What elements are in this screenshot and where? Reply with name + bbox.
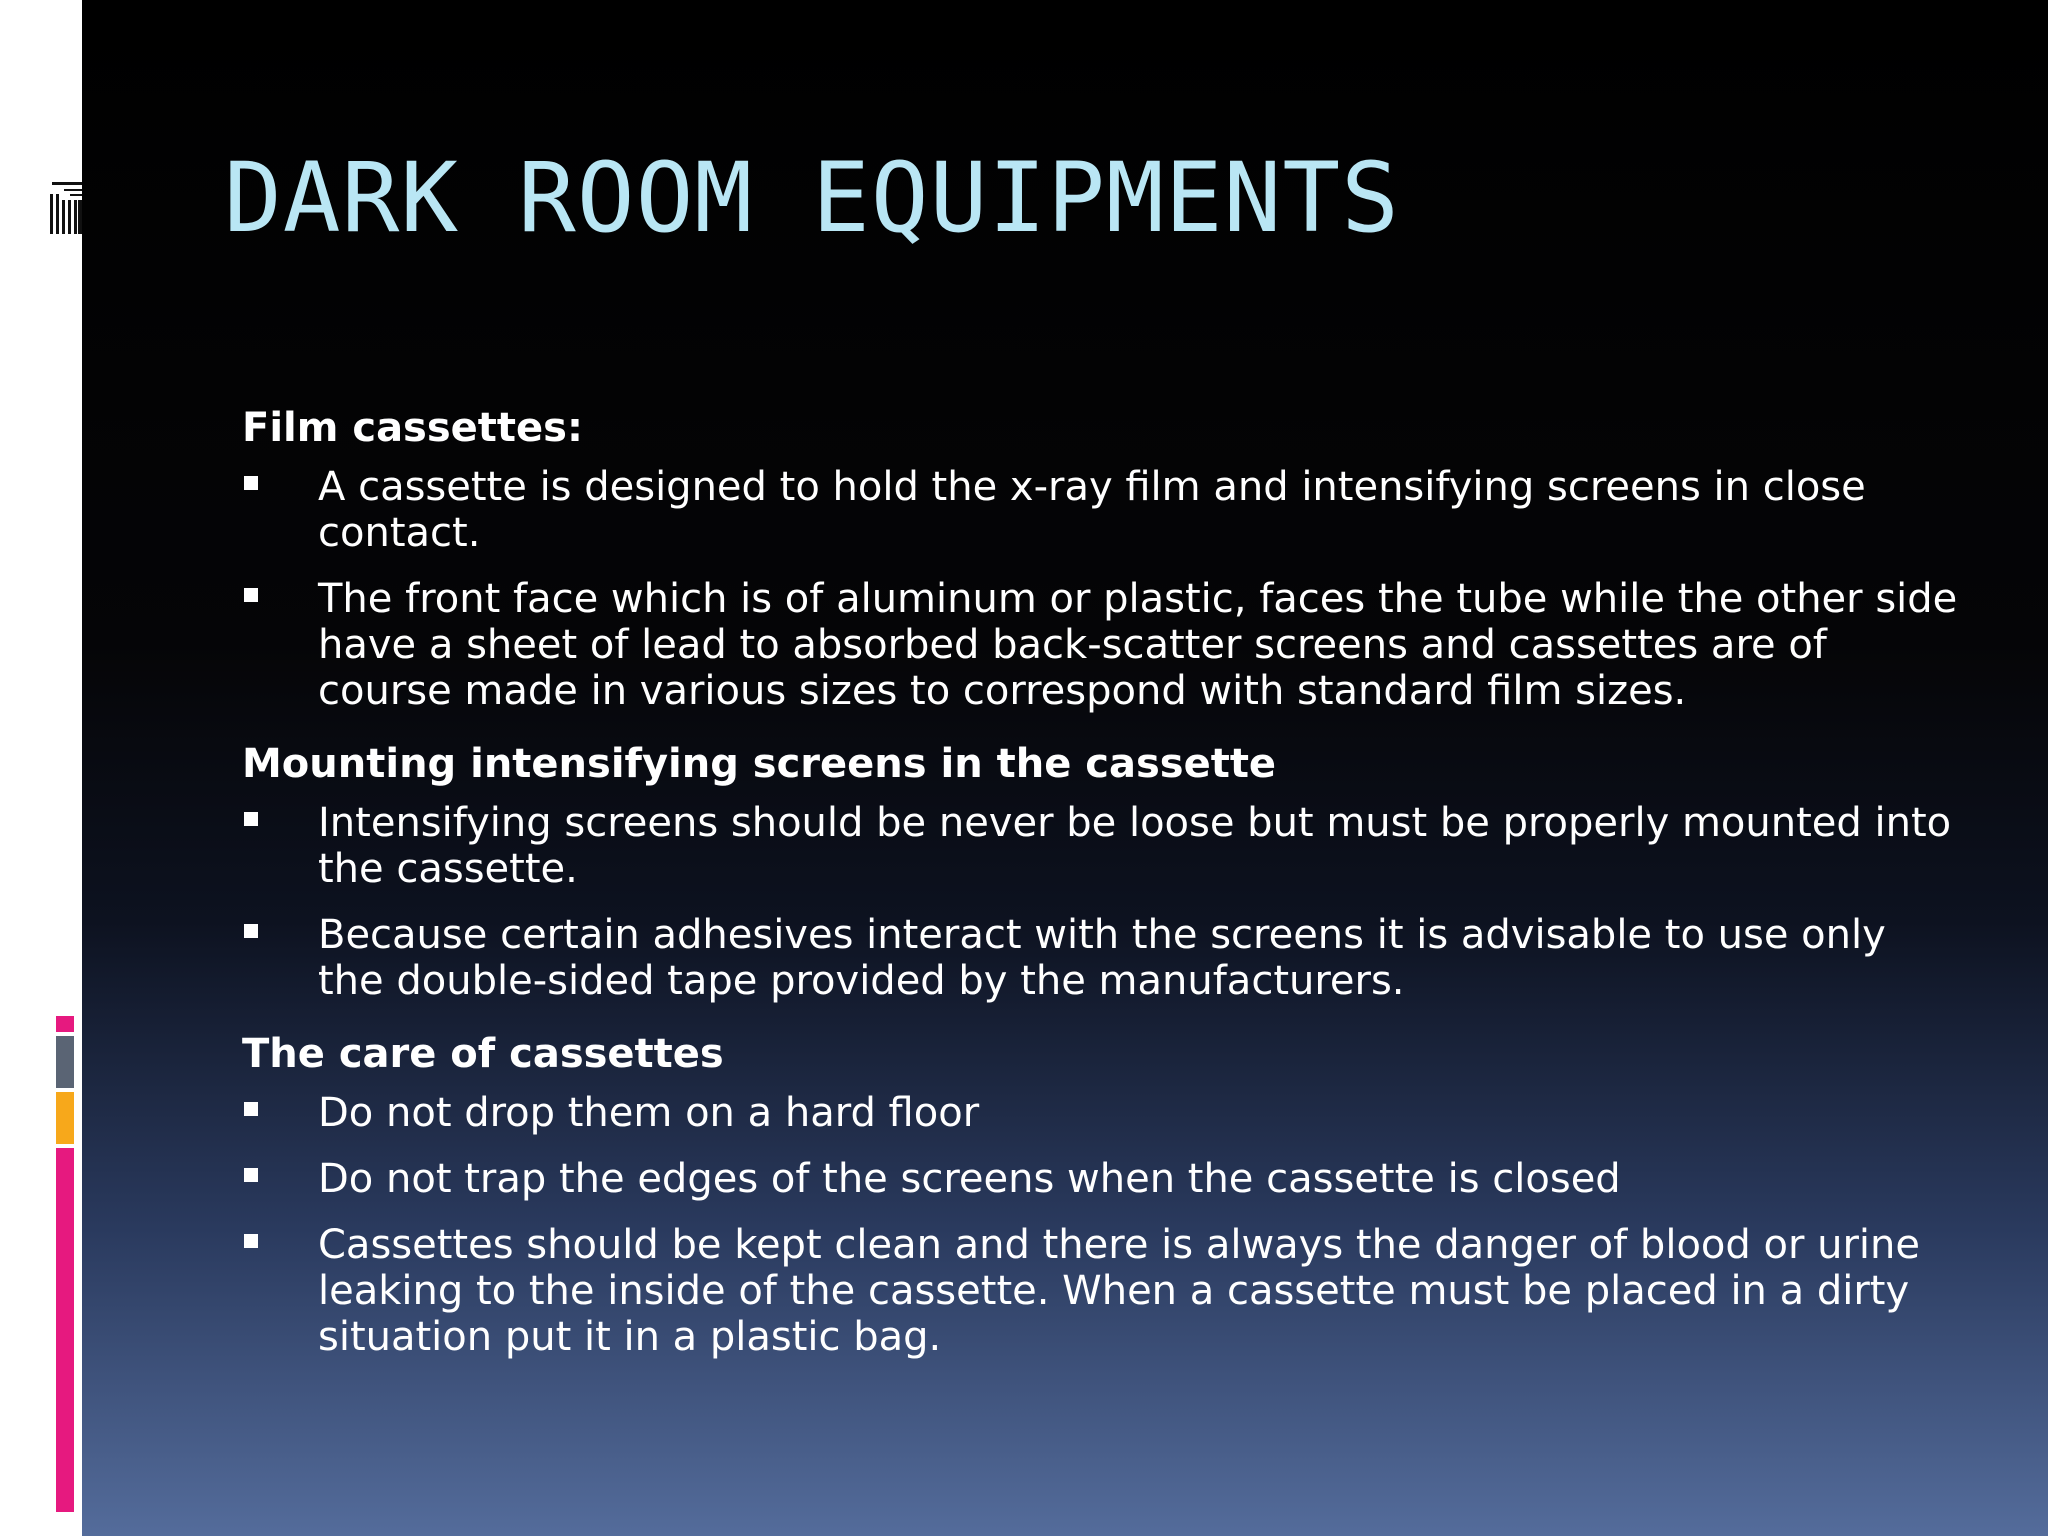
slide-body [242,398,1962,1380]
section-care-of-cassettes [242,1024,1962,1360]
section-film-cassettes [242,398,1962,714]
bullet-text: Because certain adhesives interact with the screens it is advisable to use only the double-sided tape provided by the manufacturers. [318,912,1886,1004]
bullet-item [242,464,1962,556]
accent-bar-orange [56,1092,74,1144]
accent-bar-pink-top [56,1016,74,1032]
bullet-item [242,1090,1962,1136]
square-bullet-icon [244,1234,258,1248]
square-bullet-icon [244,476,258,490]
square-bullet-icon [244,588,258,602]
slide-title: DARK ROOM EQUIPMENTS [224,142,1400,254]
bullet-item [242,1222,1962,1360]
accent-bar-pink-long [56,1148,74,1512]
square-bullet-icon [244,1168,258,1182]
bullet-text: Intensifying screens should be never be loose but must be properly mounted into the cassette. [318,800,1952,892]
bullet-item [242,912,1962,1004]
bullet-list [242,1090,1962,1360]
bullet-list [242,800,1962,1004]
bullet-text: Do not trap the edges of the screens when the cassette is closed [318,1156,1621,1202]
bullet-list [242,464,1962,714]
bullet-text: Do not drop them on a hard floor [318,1090,980,1136]
window-grid-icon [48,180,82,236]
left-margin-strip [0,0,82,1536]
section-mounting-screens [242,734,1962,1004]
section-heading: Mounting intensifying screens in the cassette [242,741,1277,787]
square-bullet-icon [244,1102,258,1116]
accent-bar-gray [56,1036,74,1088]
section-heading: Film cassettes: [242,405,583,451]
bullet-item [242,800,1962,892]
bullet-text: The front face which is of aluminum or plastic, faces the tube while the other side have a sheet of lead to absorbed back-scatter screens and cassettes are of course made in various sizes to correspond with standard film sizes. [318,576,1958,714]
section-heading: The care of cassettes [242,1031,724,1077]
square-bullet-icon [244,924,258,938]
bullet-text: A cassette is designed to hold the x-ray film and intensifying screens in close contact. [318,464,1866,556]
accent-bars [56,1016,74,1512]
bullet-item [242,1156,1962,1202]
square-bullet-icon [244,812,258,826]
bullet-text: Cassettes should be kept clean and there is always the danger of blood or urine leaking to the inside of the cassette. When a cassette must be placed in a dirty situation put it in a plastic bag. [318,1222,1920,1360]
bullet-item [242,576,1962,714]
